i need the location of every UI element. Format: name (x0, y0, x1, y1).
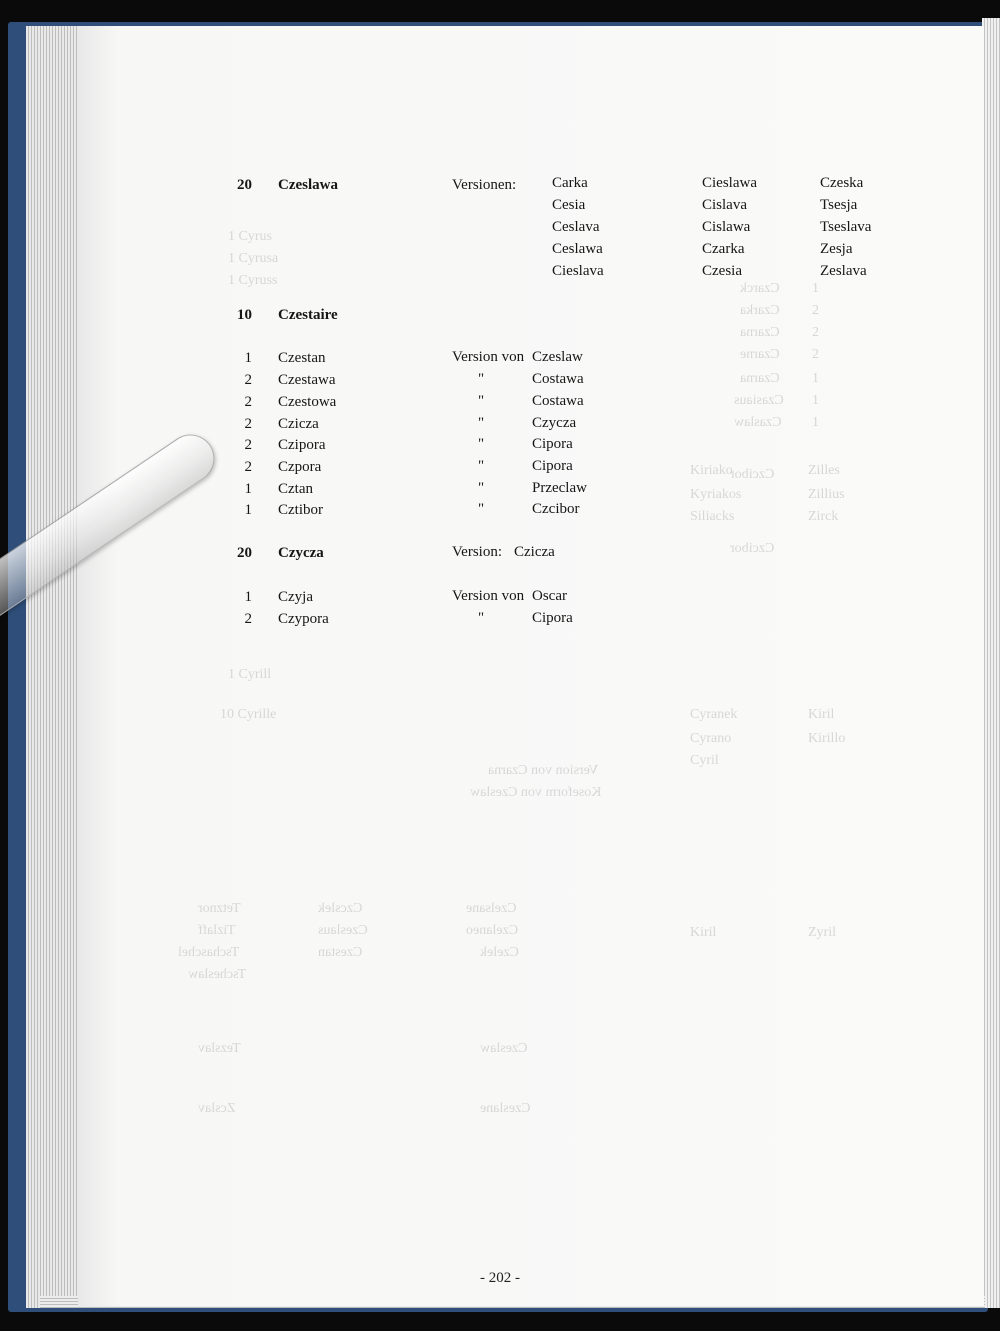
entry-count: 2 (244, 459, 252, 475)
entry-name: Czestan (278, 350, 326, 366)
entry-count: 2 (244, 372, 252, 388)
page-edges-left (26, 26, 86, 1308)
entry-count: 2 (244, 416, 252, 432)
variant-item: Cislava (702, 197, 747, 213)
entry-note: " (478, 371, 485, 387)
version-item: Cesia (552, 197, 586, 213)
variant-item: Czesia (702, 263, 742, 279)
entry-note: " (478, 415, 485, 431)
entry-target: Oscar (532, 588, 567, 604)
entry-note: " (478, 436, 485, 452)
entry-name: Czicza (278, 416, 319, 432)
entry-target: Cipora (532, 610, 573, 626)
entry-name: Czestowa (278, 394, 337, 410)
entry-target: Przeclaw (532, 480, 587, 496)
entry-note: Version: (452, 544, 502, 560)
entry-target: Costawa (532, 393, 584, 409)
variant-item: Cislawa (702, 219, 751, 235)
versions-label: Versionen: (452, 177, 517, 193)
entry-target: Cipora (532, 458, 573, 474)
entry-count: 10 (237, 307, 252, 323)
entry-target: Czeslaw (532, 349, 583, 365)
entry-note: Version von (452, 349, 525, 365)
variant-item: Tsesja (820, 197, 858, 213)
entry-name: Czipora (278, 437, 326, 453)
page-number: - 202 - (480, 1270, 520, 1286)
entry-note: " (478, 458, 485, 474)
variant-item: Cieslawa (702, 175, 757, 191)
entry-name: Czestaire (278, 307, 338, 323)
entry-count: 2 (244, 611, 252, 627)
entry-target: Czcibor (532, 501, 580, 517)
entry-name: Cztibor (278, 502, 323, 518)
entry-target: Czicza (514, 544, 555, 560)
entry-count: 2 (244, 394, 252, 410)
version-item: Carka (552, 175, 588, 191)
entry-target: Cipora (532, 436, 573, 452)
entry-name: Czypora (278, 611, 329, 627)
entry-count: 1 (244, 350, 252, 366)
entry-note: " (478, 393, 485, 409)
variant-item: Czarka (702, 241, 745, 257)
entry-count: 1 (244, 481, 252, 497)
entry-name: Cztan (278, 481, 313, 497)
entry-count: 2 (244, 437, 252, 453)
entry-count: 20 (237, 177, 252, 193)
entry-target: Czycza (532, 415, 577, 431)
variant-item: Tseslava (820, 219, 872, 235)
entry-name: Czestawa (278, 372, 336, 388)
variant-item: Czeska (820, 175, 864, 191)
entry-name: Czyja (278, 589, 313, 605)
variant-item: Zesja (820, 241, 853, 257)
entry-target: Costawa (532, 371, 584, 387)
version-item: Ceslawa (552, 241, 603, 257)
entry-note: " (478, 610, 485, 626)
entry-note: Version von (452, 588, 525, 604)
version-item: Cieslava (552, 263, 604, 279)
entry-count: 20 (237, 545, 252, 561)
version-item: Ceslava (552, 219, 600, 235)
page-edges-right (982, 18, 1000, 1308)
entry-count: 1 (244, 502, 252, 518)
entry-name: Czeslawa (278, 177, 338, 193)
entry-name: Czpora (278, 459, 322, 475)
entry-note: " (478, 501, 485, 517)
variant-item: Zeslava (820, 263, 867, 279)
entry-name: Czycza (278, 545, 324, 561)
entry-count: 1 (244, 589, 252, 605)
entry-note: " (478, 480, 485, 496)
